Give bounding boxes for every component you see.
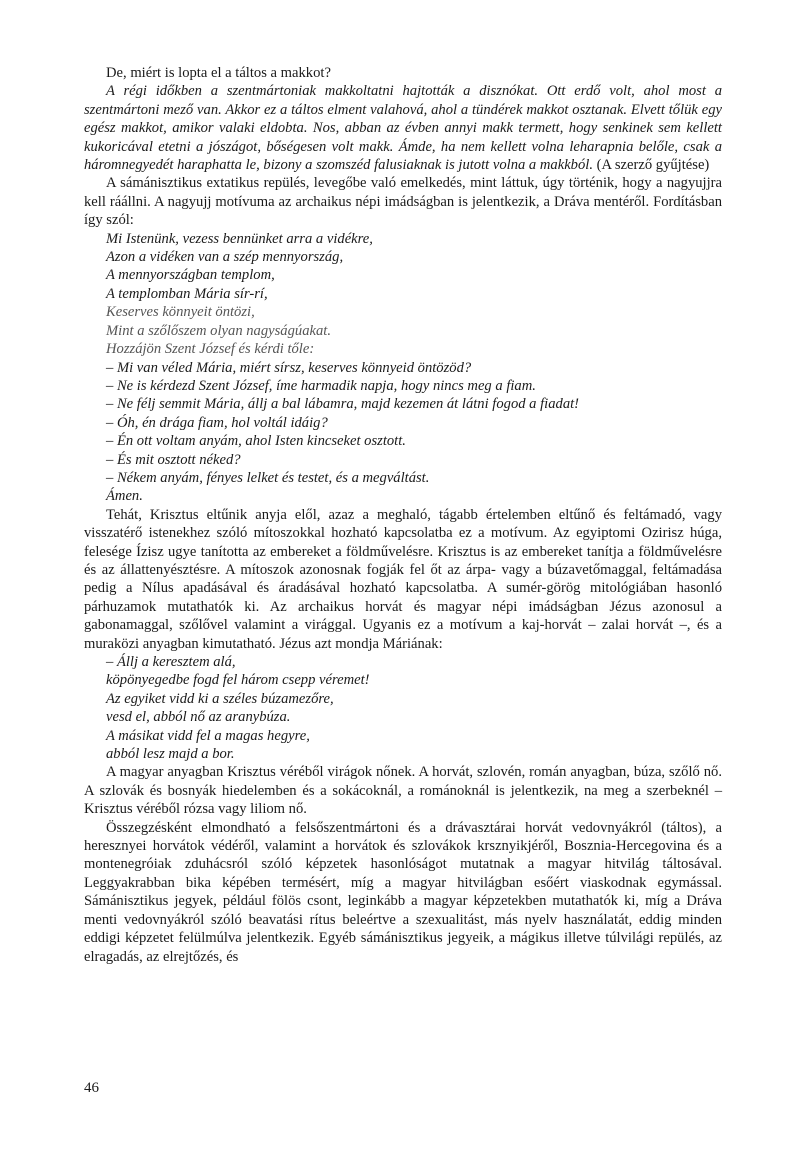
verse-line: – Állj a keresztem alá, [106,654,236,670]
story-source: (A szerző gyűjtése) [596,157,710,174]
verse-line: – Én ott voltam anyám, ahol Isten kincseket osztott. [106,433,406,450]
verse-line: Ámen. [106,488,143,505]
story-paragraph [84,82,722,174]
verse-line: A másikat vidd fel a magas hegyre, [106,727,310,744]
verse-line: A mennyországban templom, [106,267,275,284]
paragraph-4: Összegzésként elmondható a felsőszentmártoni és a drávasztárai horvát vedovnyákról (táltos), a heresznyei horvátok védéről, valamint a horvátok és szlovákok krsznyikjéről, Bosznia-Hercegovina és a montenegróiak zduhácsról szóló képzetek hasonlóságot mutatnak a magyar hitvilág táltosával. Leggyakrabban bika képében termésért, míg a magyar hitvilágban esőért viaskodnak egymással. Sámánisztikus jegyek, például fölös csont, leginkább a magyar képzetekben mutathatók ki, míg a Dráva menti vedovnyákról szóló beavatási rítus beleértve a szexualitást, más nyelv használatát, eddig minden eddigi képzetet felülmúlva jelentkezik. Egyéb sámánisztikus jegyeik, a mágikus illetve túlvilági repülés, az elragadás, az elrejtőzés, és [84,819,722,965]
story-text: A régi időkben a szentmártoniak makkoltatni hajtották a disznókat. Ott erdő volt, ahol most a szentmártoni mező van. Akkor ez a táltos elment valahová, ahol a tündérek makkot osztanak. Elvett tőlük egy egész makkot, amikor valaki eldobta. Nos, abban az évben annyi makk termett, hogy senkinek sem kellett kukoricával etetni a jószágot, bőségesen volt makk. Ámde, ha nem kellett volna leharapnia belőle, csak a háromnegyedét haraphatta le, bizony a szomszéd falusiaknak is jutott volna a makkból. [84,83,722,174]
paragraph-2: Tehát, Krisztus eltűnik anyja elől, azaz a meghaló, tágabb értelemben eltűnő és feltámadó, vagy visszatérő istenekhez szóló mítoszokkal hozható kapcsolatba ez a motívum. Az egyiptomi Ozirisz húga, felesége Ízisz ugye tanította az embereket a földművelésre. Krisztus is az embereket tanítja a földművelésre és az állattenyésztésre. A mítoszok azonosnak fogják fel őt az árpa- vagy a búzavetőmaggal, feltámadása pedig a Nílus apadásával és áradásával hozható kapcsolatba. A sumér-görög mitológiában hasonló párhuzamok mutathatók ki. Az archaikus horvát és magyar népi imádságban Jézus azonosul a gabonamaggal, szőlővel valamint a virággal. Ugyanis ez a motívum a kaj-horvát – zalai horvát –, és a muraközi anyagban kimutatható. Jézus azt mondja Máriának: [84,506,722,652]
page-number: 46 [84,1080,99,1096]
blood-verse [84,653,722,763]
verse-line: Mi Istenünk, vezess bennünket arra a vidékre, [106,230,373,247]
verse-line: Keserves könnyeit öntözi, [106,304,255,321]
verse-line: – Ne félj semmit Mária, állj a bal lábamra, majd kezemen át látni fogod a fiadat! [106,396,580,413]
paragraph-3: A magyar anyagban Krisztus véréből virágok nőnek. A horvát, szlovén, román anyagban, búza, szőlő nő. A szlovák és bosnyák hiedelemben és a sokácoknál, a románoknál is jelentkezik, na meg a szerbeknél – Krisztus véréből rózsa vagy liliom nő. [84,764,722,818]
verse-line: – Óh, én drága fiam, hol voltál idáig? [106,414,328,431]
verse-line: vesd el, abból nő az aranybúza. [106,709,291,726]
prayer-verse [84,230,722,506]
question-line: De, miért is lopta el a táltos a makkot? [106,65,331,81]
verse-line: – Nékem anyám, fényes lelket és testet, és a megváltást. [106,469,430,486]
verse-line: Az egyiket vidd ki a széles búzamezőre, [106,690,334,707]
verse-line: – Ne is kérdezd Szent József, íme harmadik napja, hogy nincs meg a fiam. [106,377,536,394]
verse-line: Mint a szőlőszem olyan nagyságúakat. [106,322,331,339]
verse-line: A templomban Mária sír-rí, [106,285,268,302]
verse-line: köpönyegedbe fogd fel három csepp véremet! [106,672,370,689]
page-body [84,64,722,966]
verse-line: – Mi van véled Mária, miért sírsz, keserves könnyeid öntözöd? [106,359,472,376]
verse-line: abból lesz majd a bor. [106,746,235,763]
verse-line: Azon a vidéken van a szép mennyország, [106,249,344,266]
verse-line: Hozzájön Szent József és kérdi tőle: [106,341,315,358]
paragraph-1: A sámánisztikus extatikus repülés, levegőbe való emelkedés, mint láttuk, úgy történik, hogy a nagyujjra kell ráállni. A nagyujj motívuma az archaikus népi imádságban is jelentkezik, a Dráva mentéről. Fordításban így szól: [84,175,722,229]
verse-line: – És mit osztott néked? [106,451,241,468]
